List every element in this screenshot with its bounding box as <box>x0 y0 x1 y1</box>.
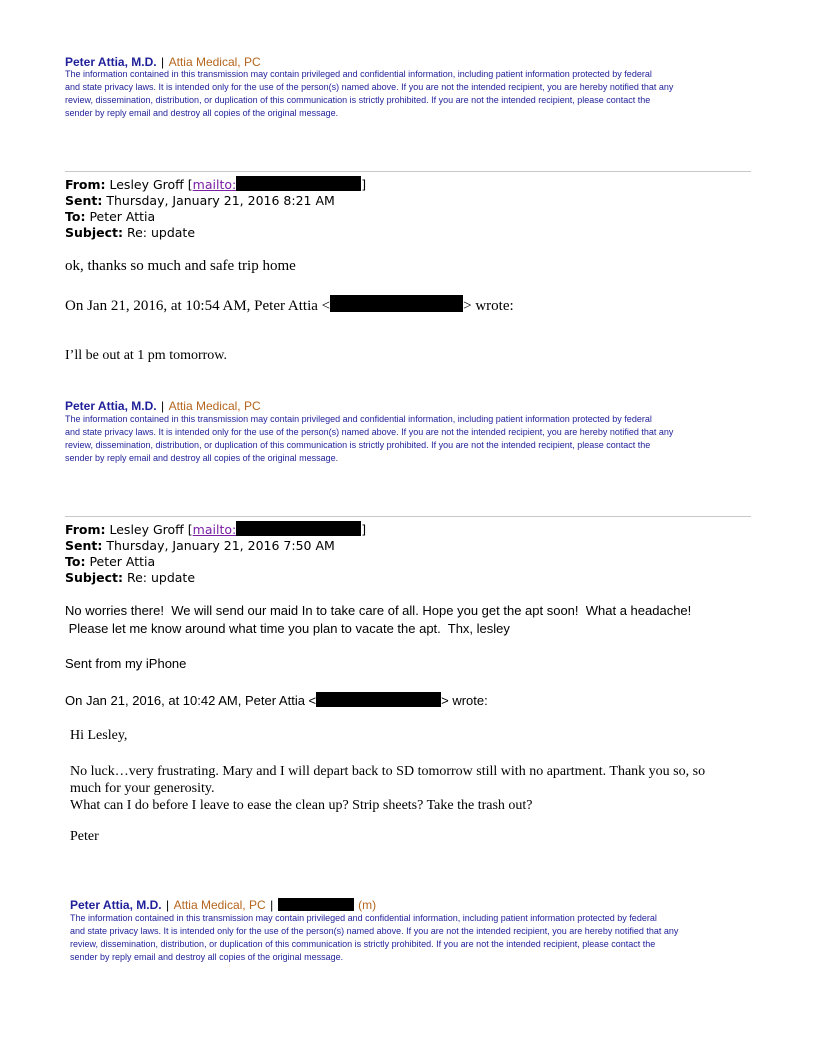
to-label: To: <box>65 554 86 569</box>
sent-value: Thursday, January 21, 2016 8:21 AM <box>106 193 335 208</box>
quoted-message <box>70 763 790 814</box>
disclaimer-line: and state privacy laws. It is intended only for the use of the person(s) named above. If you are not the intended recipient, you are hereby notified that any <box>70 926 679 936</box>
quote-header-1 <box>65 295 514 315</box>
mailto-link[interactable]: mailto: <box>192 177 237 192</box>
divider <box>65 171 751 172</box>
to-value: Peter Attia <box>89 209 156 224</box>
subject-row <box>65 225 366 241</box>
disclaimer-1 <box>65 68 755 120</box>
signature-separator: | <box>166 898 170 912</box>
divider <box>65 516 751 517</box>
from-value: Lesley Groff [ <box>109 177 193 192</box>
disclaimer-line: and state privacy laws. It is intended only for the use of the person(s) named above. If you are not the intended recipient, you are hereby notified that any <box>65 427 674 437</box>
from-label: From: <box>65 177 106 192</box>
from-row <box>65 521 366 538</box>
disclaimer-line: review, dissemination, distribution, or duplication of this communication is strictly prohibited. If you are not the intended recipient, please contact the <box>70 939 656 949</box>
disclaimer-line: and state privacy laws. It is intended only for the use of the person(s) named above. If you are not the intended recipient, you are hereby notified that any <box>65 82 674 92</box>
email-body-2 <box>65 602 691 638</box>
signature-company: Attia Medical, PC <box>168 55 261 69</box>
signature-name: Peter Attia, M.D. <box>70 898 162 912</box>
disclaimer-line: review, dissemination, distribution, or duplication of this communication is strictly prohibited. If you are not the intended recipient, please contact the <box>65 95 651 105</box>
quote-header-2 <box>65 692 488 708</box>
disclaimer-line: sender by reply email and destroy all copies of the original message. <box>70 952 344 962</box>
from-close: ] <box>361 522 367 537</box>
subject-value: Re: update <box>126 225 196 240</box>
email-header-1 <box>65 176 366 241</box>
disclaimer-line: The information contained in this transmission may contain privileged and confidential information, including patient information protected by federal <box>65 414 652 424</box>
subject-label: Subject: <box>65 225 123 240</box>
disclaimer-line: The information contained in this transmission may contain privileged and confidential information, including patient information protected by federal <box>65 69 652 79</box>
signature-company: Attia Medical, PC <box>173 898 266 912</box>
quote-suffix: > wrote: <box>441 693 488 708</box>
to-row <box>65 209 366 225</box>
signature-name: Peter Attia, M.D. <box>65 399 157 413</box>
body-line: Please let me know around what time you plan to vacate the apt. Thx, lesley <box>65 621 510 636</box>
subject-value: Re: update <box>126 570 196 585</box>
to-value: Peter Attia <box>89 554 156 569</box>
quoted-body-1: I’ll be out at 1 pm tomorrow. <box>65 348 228 363</box>
sent-row <box>65 538 366 554</box>
from-value: Lesley Groff [ <box>109 522 193 537</box>
to-row <box>65 554 366 570</box>
quote-prefix: On Jan 21, 2016, at 10:54 AM, Peter Attia < <box>65 298 331 314</box>
sent-value: Thursday, January 21, 2016 7:50 AM <box>106 538 335 553</box>
from-close: ] <box>361 177 367 192</box>
disclaimer-line: sender by reply email and destroy all copies of the original message. <box>65 453 339 463</box>
subject-label: Subject: <box>65 570 123 585</box>
message-line: much for your generosity. <box>70 781 215 796</box>
disclaimer-line: review, dissemination, distribution, or duplication of this communication is strictly prohibited. If you are not the intended recipient, please contact the <box>65 440 651 450</box>
redacted-phone <box>278 898 354 911</box>
redacted-email <box>330 295 463 312</box>
quote-prefix: On Jan 21, 2016, at 10:42 AM, Peter Attia < <box>65 693 317 708</box>
message-line: No luck…very frustrating. Mary and I will depart back to SD tomorrow still with no apartment. Thank you so, so <box>70 764 706 779</box>
email-body-1: ok, thanks so much and safe trip home <box>65 258 296 274</box>
redacted-email <box>316 692 441 707</box>
mailto-link[interactable]: mailto: <box>192 522 237 537</box>
from-row <box>65 176 366 193</box>
quoted-greeting: Hi Lesley, <box>70 728 128 743</box>
body-line: No worries there! We will send our maid In to take care of all. Hope you get the apt soon! What a headache! <box>65 603 692 618</box>
sent-from-iphone: Sent from my iPhone <box>65 656 187 671</box>
disclaimer-line: The information contained in this transmission may contain privileged and confidential information, including patient information protected by federal <box>70 913 657 923</box>
signature-separator: | <box>161 55 165 69</box>
sent-label: Sent: <box>65 193 103 208</box>
subject-row <box>65 570 366 586</box>
quoted-signoff: Peter <box>70 829 99 844</box>
redacted-email <box>236 521 361 536</box>
quote-suffix: > wrote: <box>463 298 514 314</box>
email-header-2 <box>65 521 366 586</box>
to-label: To: <box>65 209 86 224</box>
signature-name: Peter Attia, M.D. <box>65 55 157 69</box>
sent-row <box>65 193 366 209</box>
from-label: From: <box>65 522 106 537</box>
message-line: What can I do before I leave to ease the clean up? Strip sheets? Take the trash out? <box>70 798 533 813</box>
sent-label: Sent: <box>65 538 103 553</box>
mobile-suffix: (m) <box>358 898 377 912</box>
disclaimer-3 <box>70 912 760 964</box>
disclaimer-line: sender by reply email and destroy all copies of the original message. <box>65 108 339 118</box>
signature-separator: | <box>161 399 165 413</box>
signature-company: Attia Medical, PC <box>168 399 261 413</box>
redacted-email <box>236 176 361 191</box>
disclaimer-2 <box>65 413 755 465</box>
signature-separator: | <box>270 898 274 912</box>
